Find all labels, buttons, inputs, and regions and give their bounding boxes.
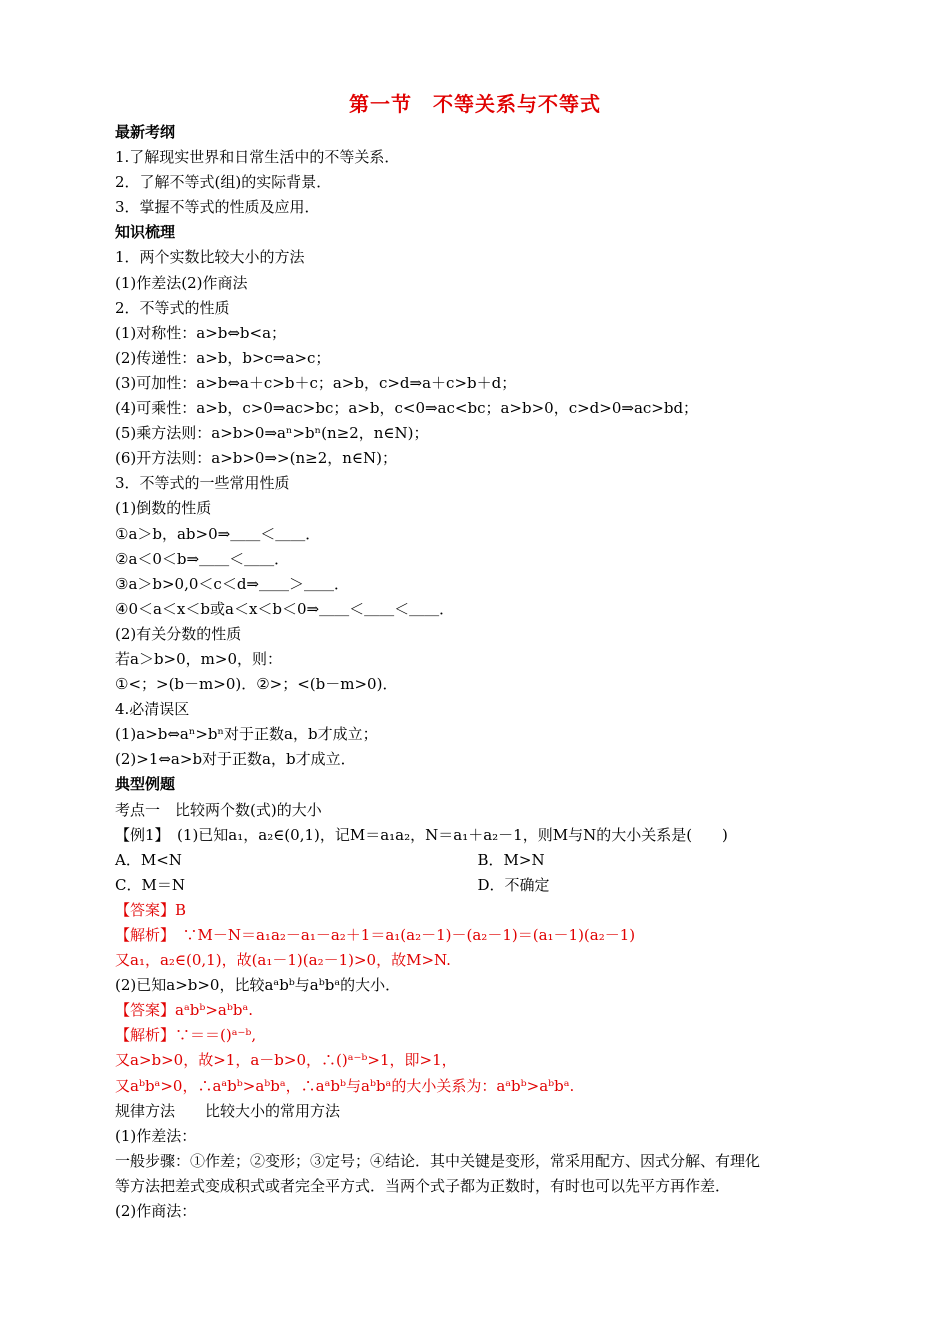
answer-line: 【答案】B <box>115 900 187 919</box>
answer-line: 【答案】aᵃbᵇ>aᵇbᵃ. <box>115 1001 253 1020</box>
option-row <box>115 848 840 873</box>
option-item: D．不确定 <box>477 875 550 894</box>
answer-line: 又aᵇbᵃ>0，∴aᵃbᵇ>aᵇbᵃ，∴aᵃbᵇ与aᵇbᵃ的大小关系为：aᵃbᵇ>aᵇbᵃ. <box>115 1076 575 1095</box>
text-line: ④0＜a＜x＜b或a＜x＜b＜0⇒＿＿＜＿＿＜＿＿． <box>115 599 455 618</box>
text-line: ②a＜0＜b⇒＿＿＜＿＿． <box>115 549 290 568</box>
text-line: (5)乘方法则：a>b>0⇒aⁿ>bⁿ(n≥2，n∈N)； <box>115 424 429 443</box>
text-line: 规律方法 比较大小的常用方法 <box>115 1101 341 1120</box>
text-line: (3)可加性：a>b⇔a＋c>b＋c；a>b，c>d⇒a＋c>b＋d； <box>115 373 517 392</box>
option-row <box>115 873 840 898</box>
answer-line: 又a₁，a₂∈(0,1)，故(a₁－1)(a₂－1)>0，故M>N. <box>115 951 451 970</box>
text-line: (1)对称性：a>b⇔b<a； <box>115 323 287 342</box>
text-line: (1)作差法(2)作商法 <box>115 273 248 292</box>
text-line: 若a＞b>0，m>0，则： <box>115 649 282 668</box>
text-line: 1．两个实数比较大小的方法 <box>115 248 305 267</box>
text-line: ①a＞b，ab>0⇒＿＿＜＿＿． <box>115 524 321 543</box>
text-line: 2．了解不等式(组)的实际背景． <box>115 173 332 192</box>
text-line: 3．掌握不等式的性质及应用． <box>115 198 320 217</box>
text-line: (2)已知a>b>0，比较aᵃbᵇ与aᵇbᵃ的大小． <box>115 976 401 995</box>
text-line: 3．不等式的一些常用性质 <box>115 474 290 493</box>
text-line: 1.了解现实世界和日常生活中的不等关系． <box>115 148 400 167</box>
page-title: 第一节 不等关系与不等式 <box>349 92 601 116</box>
section-heading: 最新考纲 <box>115 123 176 141</box>
text-line: 一般步骤：①作差；②变形；③定号；④结论．其中关键是变形，常采用配方、因式分解、有理化 <box>115 1151 761 1170</box>
text-line: 等方法把差式变成积式或者完全平方式．当两个式子都为正数时，有时也可以先平方再作差． <box>115 1176 731 1195</box>
text-line: (4)可乘性：a>b，c>0⇒ac>bc；a>b，c<0⇒ac<bc；a>b>0，c>d>0⇒ac>bd； <box>115 399 699 418</box>
text-line: ③a＞b>0,0＜c＜d⇒＿＿＞＿＿． <box>115 574 349 593</box>
document-body <box>115 120 840 1224</box>
section-heading: 知识梳理 <box>115 223 176 242</box>
answer-line: 【解析】 ∵M－N＝a₁a₂－a₁－a₂＋1＝a₁(a₂－1)－(a₂－1)＝(a₁－1)(a₂－1) <box>115 926 636 944</box>
text-line: (1)作差法： <box>115 1126 197 1145</box>
answer-line: 【解析】∵＝＝()ᵃ⁻ᵇ, <box>115 1026 257 1045</box>
text-line: ①<；>(b－m>0)．②>；<(b－m>0)． <box>115 675 398 694</box>
text-line: 【例1】 (1)已知a₁，a₂∈(0,1)，记M＝a₁a₂，N＝a₁＋a₂－1，则M与N的大小关系是( ) <box>115 825 728 844</box>
text-line: (2)有关分数的性质 <box>115 624 242 643</box>
option-item: C．M＝N <box>115 875 185 894</box>
text-line: (2)作商法： <box>115 1202 197 1221</box>
section-heading: 典型例题 <box>115 775 176 794</box>
option-item: A．M<N <box>115 850 182 869</box>
option-item: B．M>N <box>477 850 545 869</box>
text-line: (2)>1⇔a>b对于正数a，b才成立． <box>115 750 356 769</box>
text-line: 考点一 比较两个数(式)的大小 <box>115 800 322 819</box>
text-line: 4.必清误区 <box>115 700 190 719</box>
text-line: (2)传递性：a>b，b>c⇒a>c； <box>115 348 331 367</box>
text-line: 2．不等式的性质 <box>115 298 230 317</box>
answer-line: 又a>b>0，故>1，a－b>0，∴()ᵃ⁻ᵇ>1，即>1， <box>115 1051 457 1070</box>
text-line: (1)倒数的性质 <box>115 499 212 518</box>
text-line: (1)a>b⇔aⁿ>bⁿ对于正数a，b才成立； <box>115 725 378 744</box>
text-line: (6)开方法则：a>b>0⇒>(n≥2，n∈N)； <box>115 449 397 468</box>
